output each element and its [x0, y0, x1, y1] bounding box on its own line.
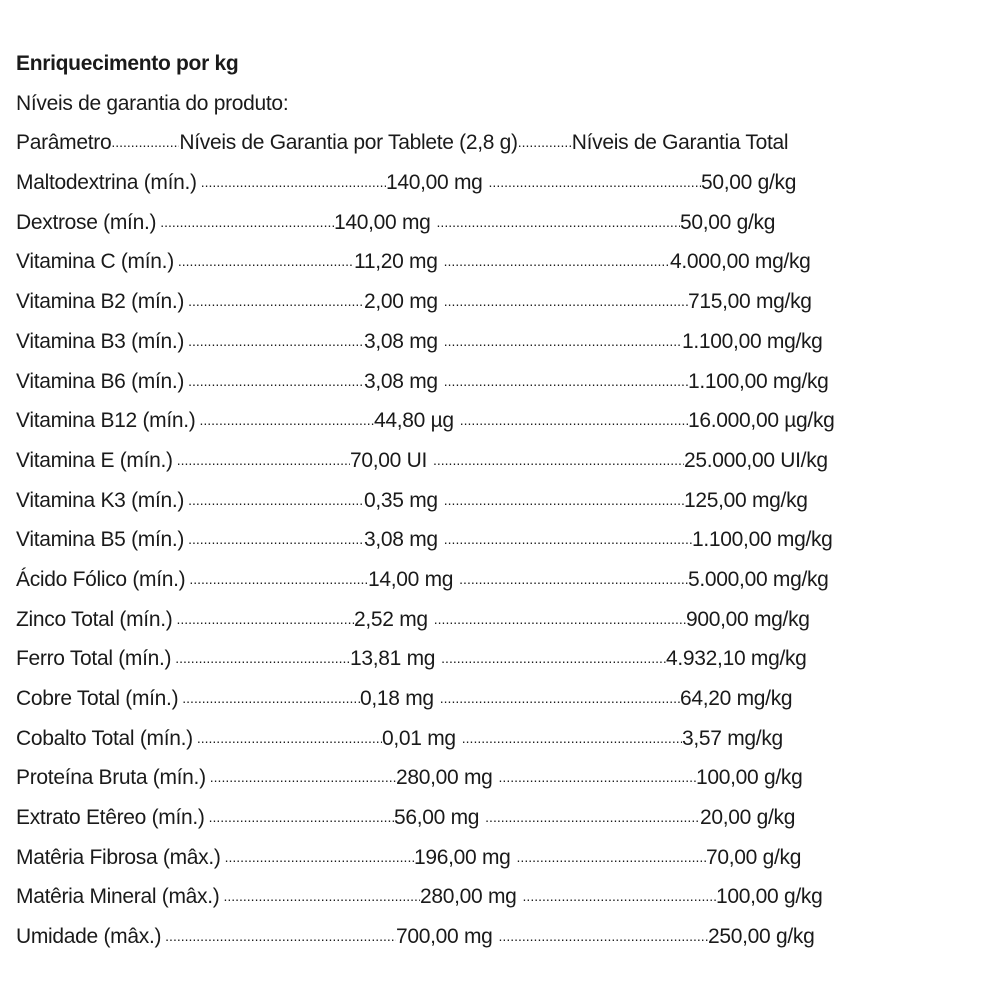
parameter-name: Vitamina B6 (mín.) [16, 369, 185, 393]
total-value: 5.000,00 mg/kg [688, 567, 829, 591]
total-value: 3,57 mg/kg [682, 726, 783, 750]
leader-dots [175, 639, 350, 679]
parameter-name: Cobalto Total (mín.) [16, 726, 193, 750]
total-value: 4.932,10 mg/kg [666, 647, 807, 671]
per-tablet-value: 0,35 mg [364, 488, 438, 512]
leader-dots [182, 679, 360, 719]
header-leader-dots [518, 123, 572, 163]
per-tablet-value: 0,01 mg [382, 726, 456, 750]
leader-dots [444, 242, 670, 282]
parameter-name: Vitamina B3 (mín.) [16, 329, 185, 353]
leader-dots [201, 163, 386, 203]
table-row [16, 441, 996, 481]
per-tablet-value: 56,00 mg [394, 806, 480, 830]
per-tablet-value: 13,81 mg [350, 647, 436, 671]
leader-dots [444, 520, 692, 560]
parameter-name: Ácido Fólico (mín.) [16, 567, 186, 591]
table-row [16, 798, 996, 838]
table-row [16, 203, 996, 243]
total-value: 1.100,00 mg/kg [682, 329, 823, 353]
total-value: 1.100,00 mg/kg [692, 528, 833, 552]
per-tablet-value: 280,00 mg [420, 885, 517, 909]
leader-dots [485, 798, 700, 838]
header-total: Níveis de Garantia Total [571, 131, 789, 155]
total-value: 4.000,00 mg/kg [670, 250, 811, 274]
table-row [16, 362, 996, 402]
header-parameter: Parâmetro [16, 131, 112, 155]
leader-dots [176, 600, 354, 640]
document-title: Enriquecimento por kg [16, 52, 239, 75]
leader-dots [160, 203, 334, 243]
leader-dots [177, 441, 350, 481]
table-row [16, 481, 996, 521]
leader-dots [188, 520, 364, 560]
parameter-name: Dextrose (mín.) [16, 210, 157, 234]
guarantee-table-body [16, 163, 996, 957]
parameter-name: Proteína Bruta (mín.) [16, 766, 206, 790]
per-tablet-value: 0,18 mg [360, 687, 434, 710]
table-row [16, 758, 996, 798]
per-tablet-value: 44,80 µg [374, 409, 454, 433]
leader-dots [188, 322, 364, 362]
leader-dots [459, 560, 688, 600]
leader-dots [178, 242, 354, 282]
per-tablet-value: 280,00 mg [396, 766, 493, 790]
leader-dots [489, 163, 701, 203]
per-tablet-value: 196,00 mg [414, 845, 511, 869]
table-row [16, 838, 996, 878]
leader-dots [499, 758, 696, 798]
total-value: 100,00 g/kg [696, 766, 803, 790]
leader-dots [499, 917, 708, 957]
document-subtitle: Níveis de garantia do produto: [16, 91, 289, 115]
table-row [16, 282, 996, 322]
leader-dots [462, 719, 682, 759]
leader-dots [225, 838, 414, 878]
guarantee-document [16, 44, 996, 957]
table-row [16, 679, 996, 719]
table-header-row [16, 123, 996, 163]
leader-dots [517, 838, 706, 878]
total-value: 16.000,00 µg/kg [688, 409, 835, 433]
parameter-name: Vitamina B2 (mín.) [16, 290, 185, 314]
table-row [16, 719, 996, 759]
per-tablet-value: 700,00 mg [396, 925, 493, 949]
leader-dots [460, 401, 688, 441]
parameter-name: Vitamina E (mín.) [16, 448, 173, 472]
per-tablet-value: 3,08 mg [364, 329, 438, 353]
total-value: 250,00 g/kg [708, 925, 815, 949]
parameter-name: Vitamina B5 (mín.) [16, 528, 185, 552]
leader-dots [523, 877, 716, 917]
leader-dots [188, 282, 364, 322]
leader-dots [440, 679, 680, 719]
table-row [16, 917, 996, 957]
table-row [16, 163, 996, 203]
per-tablet-value: 70,00 UI [350, 448, 427, 472]
table-row [16, 877, 996, 917]
total-value: 64,20 mg/kg [680, 687, 793, 710]
parameter-name: Vitamina K3 (mín.) [16, 488, 185, 512]
parameter-name: Extrato Etêreo (mín.) [16, 806, 205, 830]
leader-dots [433, 441, 684, 481]
table-row [16, 560, 996, 600]
parameter-name: Vitamina B12 (mín.) [16, 409, 196, 433]
per-tablet-value: 2,52 mg [354, 607, 428, 631]
leader-dots [188, 362, 364, 402]
total-value: 20,00 g/kg [700, 806, 796, 830]
leader-dots [437, 203, 680, 243]
parameter-name: Vitamina C (mín.) [16, 250, 174, 274]
leader-dots [188, 481, 364, 521]
parameter-name: Matêria Mineral (mâx.) [16, 885, 220, 909]
table-row [16, 639, 996, 679]
leader-dots [210, 758, 396, 798]
total-value: 1.100,00 mg/kg [688, 369, 829, 393]
header-leader-dots [111, 123, 179, 163]
table-row [16, 600, 996, 640]
leader-dots [444, 282, 688, 322]
leader-dots [165, 917, 396, 957]
leader-dots [441, 639, 666, 679]
table-row [16, 401, 996, 441]
leader-dots [444, 322, 682, 362]
table-row [16, 242, 996, 282]
per-tablet-value: 11,20 mg [354, 250, 438, 274]
parameter-name: Umidade (mâx.) [16, 925, 162, 949]
parameter-name: Ferro Total (mín.) [16, 647, 172, 671]
total-value: 125,00 mg/kg [684, 488, 808, 512]
total-value: 900,00 mg/kg [686, 607, 810, 631]
total-value: 25.000,00 UI/kg [684, 448, 828, 472]
leader-dots [200, 401, 375, 441]
total-value: 50,00 g/kg [680, 210, 776, 234]
leader-dots [209, 798, 394, 838]
leader-dots [444, 481, 684, 521]
leader-dots [189, 560, 368, 600]
total-value: 715,00 mg/kg [688, 290, 812, 314]
leader-dots [434, 600, 686, 640]
per-tablet-value: 140,00 mg [386, 171, 483, 195]
parameter-name: Cobre Total (mín.) [16, 687, 179, 710]
table-row [16, 520, 996, 560]
per-tablet-value: 140,00 mg [334, 210, 431, 234]
parameter-name: Zinco Total (mín.) [16, 607, 173, 631]
leader-dots [223, 877, 420, 917]
total-value: 50,00 g/kg [701, 171, 797, 195]
header-per-tablet: Níveis de Garantia por Tablete (2,8 g) [179, 131, 518, 155]
total-value: 70,00 g/kg [706, 845, 802, 869]
per-tablet-value: 3,08 mg [364, 528, 438, 552]
leader-dots [444, 362, 688, 402]
per-tablet-value: 3,08 mg [364, 369, 438, 393]
leader-dots [197, 719, 382, 759]
per-tablet-value: 2,00 mg [364, 290, 438, 314]
table-row [16, 322, 996, 362]
total-value: 100,00 g/kg [716, 885, 823, 909]
parameter-name: Matêria Fibrosa (mâx.) [16, 845, 221, 869]
per-tablet-value: 14,00 mg [368, 567, 454, 591]
parameter-name: Maltodextrina (mín.) [16, 171, 197, 195]
